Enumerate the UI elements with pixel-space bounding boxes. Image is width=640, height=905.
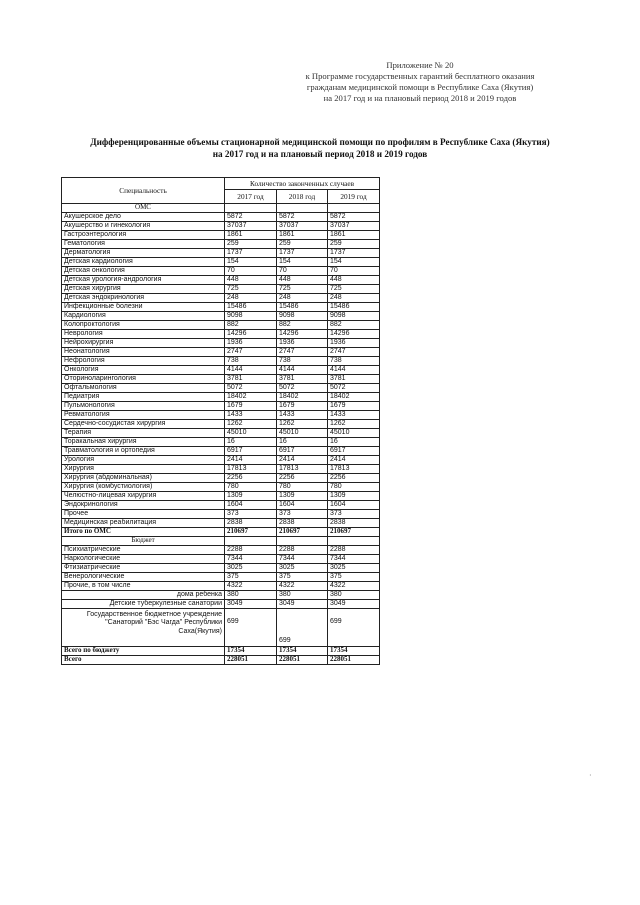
value-2018: 16 [277, 438, 328, 447]
specialty-name: Венерологические [62, 573, 225, 582]
appendix-line-3: гражданам медицинской помощи в Республике Саха (Якутия) [306, 82, 534, 92]
value-2017: 1737 [225, 249, 277, 258]
value-2017: 228051 [225, 656, 277, 665]
specialty-name: Хирургия (комбустиология) [62, 483, 225, 492]
value-2019: 14296 [328, 330, 380, 339]
value-2019: 882 [328, 321, 380, 330]
budget-section-row-label: Бюджет [62, 537, 225, 546]
value-2019: 3049 [328, 600, 380, 609]
specialty-name: Психиатрические [62, 546, 225, 555]
value-2018: 2414 [277, 456, 328, 465]
table-row [62, 438, 380, 447]
specialty-name: Урология [62, 456, 225, 465]
empty-cell [328, 537, 380, 546]
value-2017: 2414 [225, 456, 277, 465]
table-row [62, 411, 380, 420]
value-2018: 725 [277, 285, 328, 294]
table-row [62, 420, 380, 429]
year-2019-header: 2019 год [328, 190, 380, 204]
title-line-1: Дифференцированные объемы стационарной медицинской помощи по профилям в Республике Саха (Якутия) [90, 137, 550, 147]
value-2017: 4322 [225, 582, 277, 591]
specialty-name: Всего [62, 656, 225, 665]
value-2019: 45010 [328, 429, 380, 438]
value-2019: 1936 [328, 339, 380, 348]
value-2018: 18402 [277, 393, 328, 402]
specialty-name: Медицинская реабилитация [62, 519, 225, 528]
value-2017: 18402 [225, 393, 277, 402]
value-2017: 14296 [225, 330, 277, 339]
value-2019: 3781 [328, 375, 380, 384]
value-2019: 780 [328, 483, 380, 492]
value-2019: 1262 [328, 420, 380, 429]
value-2019: 17354 [328, 647, 380, 656]
specialty-name: Гематология [62, 240, 225, 249]
value-2017: 1861 [225, 231, 277, 240]
specialty-name: Дерматология [62, 249, 225, 258]
value-2018: 17813 [277, 465, 328, 474]
value-2019: 17813 [328, 465, 380, 474]
value-2017: 1936 [225, 339, 277, 348]
value-2017: 3781 [225, 375, 277, 384]
value-2018: 259 [277, 240, 328, 249]
value-2018: 4322 [277, 582, 328, 591]
value-2019: 3025 [328, 564, 380, 573]
table-row [62, 510, 380, 519]
value-2019: 9098 [328, 312, 380, 321]
value-2017: 17354 [225, 647, 277, 656]
oms-section-row-label: ОМС [62, 204, 225, 213]
table-row [62, 366, 380, 375]
value-2018: 14296 [277, 330, 328, 339]
value-2017: 1604 [225, 501, 277, 510]
specialty-name: Прочие, в том числе [62, 582, 225, 591]
value-2018: 3049 [277, 600, 328, 609]
year-2018-header: 2018 год [277, 190, 328, 204]
table-row [62, 564, 380, 573]
value-2018: 1433 [277, 411, 328, 420]
value-2017: 210697 [225, 528, 277, 537]
appendix-line-2: к Программе государственных гарантий бесплатного оказания [305, 71, 535, 81]
value-2019: 2747 [328, 348, 380, 357]
value-2018: 7344 [277, 555, 328, 564]
value-2017: 248 [225, 294, 277, 303]
value-2017: 2256 [225, 474, 277, 483]
value-2019: 5072 [328, 384, 380, 393]
value-2017: 17813 [225, 465, 277, 474]
value-2017: 70 [225, 267, 277, 276]
specialty-name: Детская кардиология [62, 258, 225, 267]
value-2018: 6917 [277, 447, 328, 456]
value-2018: 9098 [277, 312, 328, 321]
document-title [40, 136, 600, 160]
value-2018: 780 [277, 483, 328, 492]
value-2018: 15486 [277, 303, 328, 312]
value-2017: 1262 [225, 420, 277, 429]
value-2017: 3049 [225, 600, 277, 609]
value-2017: 2838 [225, 519, 277, 528]
specialty-name: Нефрология [62, 357, 225, 366]
value-2018: 3781 [277, 375, 328, 384]
value-2018: 1861 [277, 231, 328, 240]
specialty-name: Онкология [62, 366, 225, 375]
value-2018: 380 [277, 591, 328, 600]
value-2018: 37037 [277, 222, 328, 231]
table-row [62, 285, 380, 294]
value-2018: 210697 [277, 528, 328, 537]
value-2019: 375 [328, 573, 380, 582]
value-2017: 1309 [225, 492, 277, 501]
value-2018: 738 [277, 357, 328, 366]
table-row [62, 402, 380, 411]
table-row [62, 231, 380, 240]
value-2018: 1936 [277, 339, 328, 348]
table-row [62, 348, 380, 357]
appendix-block [270, 60, 570, 104]
specialty-name: Акушерское дело [62, 213, 225, 222]
table-row [62, 492, 380, 501]
specialty-name: Наркологические [62, 555, 225, 564]
table-row-sub [62, 591, 380, 600]
appendix-line-4: на 2017 год и на плановый период 2018 и 2019 годов [323, 93, 517, 103]
value-2017: 375 [225, 573, 277, 582]
value-2019: 699 [328, 609, 380, 647]
specialty-name: Торакальная хирургия [62, 438, 225, 447]
table-row [62, 294, 380, 303]
empty-cell [225, 537, 277, 546]
specialty-name: Травматология и ортопедия [62, 447, 225, 456]
value-2017: 1433 [225, 411, 277, 420]
specialty-name: Неврология [62, 330, 225, 339]
specialty-name: Терапия [62, 429, 225, 438]
table-row [62, 447, 380, 456]
specialty-name: Фтизиатрические [62, 564, 225, 573]
value-2017: 5072 [225, 384, 277, 393]
value-2017: 699 [225, 609, 277, 647]
table-row [62, 582, 380, 591]
table-row [62, 276, 380, 285]
budget-total-row [62, 647, 380, 656]
margin-tick-mark: · [589, 771, 592, 780]
budget-section-row [62, 537, 380, 546]
value-2019: 248 [328, 294, 380, 303]
specialty-name: Акушерство и гинекология [62, 222, 225, 231]
table-row [62, 546, 380, 555]
value-2017: 780 [225, 483, 277, 492]
value-2019: 4144 [328, 366, 380, 375]
value-2017: 448 [225, 276, 277, 285]
specialty-name: Детская урология-андрология [62, 276, 225, 285]
value-2018: 2838 [277, 519, 328, 528]
table-row [62, 312, 380, 321]
specialty-name: Эндокринология [62, 501, 225, 510]
value-2019: 15486 [328, 303, 380, 312]
value-2017: 15486 [225, 303, 277, 312]
value-2019: 4322 [328, 582, 380, 591]
value-2019: 1861 [328, 231, 380, 240]
specialty-name: Всего по бюджету [62, 647, 225, 656]
table-row [62, 303, 380, 312]
value-2018: 2747 [277, 348, 328, 357]
value-2017: 9098 [225, 312, 277, 321]
value-2018: 154 [277, 258, 328, 267]
value-2019: 2288 [328, 546, 380, 555]
specialty-name: Офтальмология [62, 384, 225, 393]
specialty-name: Детская онкология [62, 267, 225, 276]
empty-cell [225, 204, 277, 213]
value-2019: 228051 [328, 656, 380, 665]
value-2019: 725 [328, 285, 380, 294]
year-2017-header: 2017 год [225, 190, 277, 204]
specialty-name: Инфекционные болезни [62, 303, 225, 312]
specialty-name: Итого по ОМС [62, 528, 225, 537]
table-row [62, 267, 380, 276]
value-2018: 17354 [277, 647, 328, 656]
value-2019: 373 [328, 510, 380, 519]
specialty-name: Детская эндокринология [62, 294, 225, 303]
table-row [62, 330, 380, 339]
value-2018: 45010 [277, 429, 328, 438]
table-row [62, 474, 380, 483]
table-row [62, 519, 380, 528]
table-row [62, 213, 380, 222]
specialty-name: Детская хирургия [62, 285, 225, 294]
specialty-name: Хирургия [62, 465, 225, 474]
specialty-name: Педиатрия [62, 393, 225, 402]
value-2019: 6917 [328, 447, 380, 456]
value-2019: 18402 [328, 393, 380, 402]
value-2017: 7344 [225, 555, 277, 564]
specialty-name: Неонатология [62, 348, 225, 357]
title-line-2: на 2017 год и на плановый период 2018 и 2019 годов [212, 149, 428, 159]
table-row [62, 258, 380, 267]
value-2017: 6917 [225, 447, 277, 456]
specialty-name: Гастроэнтерология [62, 231, 225, 240]
value-2018: 882 [277, 321, 328, 330]
value-2017: 882 [225, 321, 277, 330]
value-2017: 373 [225, 510, 277, 519]
grand-total-row [62, 656, 380, 665]
value-2017: 725 [225, 285, 277, 294]
value-2019: 5872 [328, 213, 380, 222]
value-2019: 2838 [328, 519, 380, 528]
empty-cell [277, 537, 328, 546]
appendix-number: Приложение № 20 [386, 60, 454, 70]
table-row [62, 429, 380, 438]
empty-cell [328, 204, 380, 213]
value-2018: 248 [277, 294, 328, 303]
value-2019: 738 [328, 357, 380, 366]
value-2018: 5872 [277, 213, 328, 222]
sanatorium-row [62, 609, 380, 647]
table-row [62, 555, 380, 564]
value-2019: 1737 [328, 249, 380, 258]
value-2018: 4144 [277, 366, 328, 375]
value-2017: 5872 [225, 213, 277, 222]
value-2018: 1737 [277, 249, 328, 258]
specialty-name: Колопроктология [62, 321, 225, 330]
value-2019: 16 [328, 438, 380, 447]
value-2018: 1604 [277, 501, 328, 510]
specialty-name: Государственное бюджетное учреждение "Санаторий "Бэс Чагда" Республики Саха(Якутия) [62, 609, 225, 647]
specialty-name: Пульмонология [62, 402, 225, 411]
value-2018: 2288 [277, 546, 328, 555]
value-2017: 1679 [225, 402, 277, 411]
value-2019: 70 [328, 267, 380, 276]
table-row [62, 501, 380, 510]
value-2017: 154 [225, 258, 277, 267]
value-2019: 2256 [328, 474, 380, 483]
specialty-name: Детские туберкулезные санатории [62, 600, 225, 609]
value-2017: 45010 [225, 429, 277, 438]
table-row [62, 357, 380, 366]
oms-total-row [62, 528, 380, 537]
value-2019: 2414 [328, 456, 380, 465]
value-2019: 1433 [328, 411, 380, 420]
value-2018: 373 [277, 510, 328, 519]
value-2018: 448 [277, 276, 328, 285]
specialty-column-header: Специальность [62, 178, 225, 204]
value-2018: 2256 [277, 474, 328, 483]
value-2019: 1679 [328, 402, 380, 411]
value-2018: 375 [277, 573, 328, 582]
value-2018: 1679 [277, 402, 328, 411]
oms-section-row [62, 204, 380, 213]
header-row-1 [62, 178, 380, 190]
value-2018: 1309 [277, 492, 328, 501]
empty-cell [277, 204, 328, 213]
value-2019: 154 [328, 258, 380, 267]
value-2017: 4144 [225, 366, 277, 375]
table-row [62, 483, 380, 492]
specialty-name: Оториноларингология [62, 375, 225, 384]
specialty-name: дома ребенка [62, 591, 225, 600]
table-row [62, 240, 380, 249]
table-row [62, 321, 380, 330]
value-2017: 2747 [225, 348, 277, 357]
value-2018: 699 [277, 609, 328, 647]
specialty-name: Нейрохирургия [62, 339, 225, 348]
value-2017: 16 [225, 438, 277, 447]
value-2017: 738 [225, 357, 277, 366]
value-2019: 210697 [328, 528, 380, 537]
table-body [62, 204, 380, 665]
value-2019: 1604 [328, 501, 380, 510]
table-row [62, 375, 380, 384]
table-row [62, 456, 380, 465]
table-row-sub [62, 600, 380, 609]
value-2019: 37037 [328, 222, 380, 231]
value-2018: 5072 [277, 384, 328, 393]
value-2018: 1262 [277, 420, 328, 429]
table-row [62, 222, 380, 231]
specialty-name: Челюстно-лицевая хирургия [62, 492, 225, 501]
table-row [62, 573, 380, 582]
value-2017: 259 [225, 240, 277, 249]
table-row [62, 393, 380, 402]
table-row [62, 339, 380, 348]
volumes-table [61, 177, 380, 665]
value-2019: 448 [328, 276, 380, 285]
specialty-name: Прочее [62, 510, 225, 519]
table-row [62, 384, 380, 393]
value-2017: 2288 [225, 546, 277, 555]
table-row [62, 465, 380, 474]
specialty-name: Ревматология [62, 411, 225, 420]
value-2018: 70 [277, 267, 328, 276]
value-2019: 380 [328, 591, 380, 600]
table-row [62, 249, 380, 258]
value-2017: 37037 [225, 222, 277, 231]
specialty-name: Сердечно-сосудистая хирургия [62, 420, 225, 429]
value-2017: 3025 [225, 564, 277, 573]
cases-group-header: Количество законченных случаев [225, 178, 380, 190]
specialty-name: Кардиология [62, 312, 225, 321]
specialty-name: Хирургия (абдоминальная) [62, 474, 225, 483]
value-2017: 380 [225, 591, 277, 600]
value-2018: 228051 [277, 656, 328, 665]
value-2019: 1309 [328, 492, 380, 501]
value-2019: 7344 [328, 555, 380, 564]
value-2019: 259 [328, 240, 380, 249]
value-2018: 3025 [277, 564, 328, 573]
